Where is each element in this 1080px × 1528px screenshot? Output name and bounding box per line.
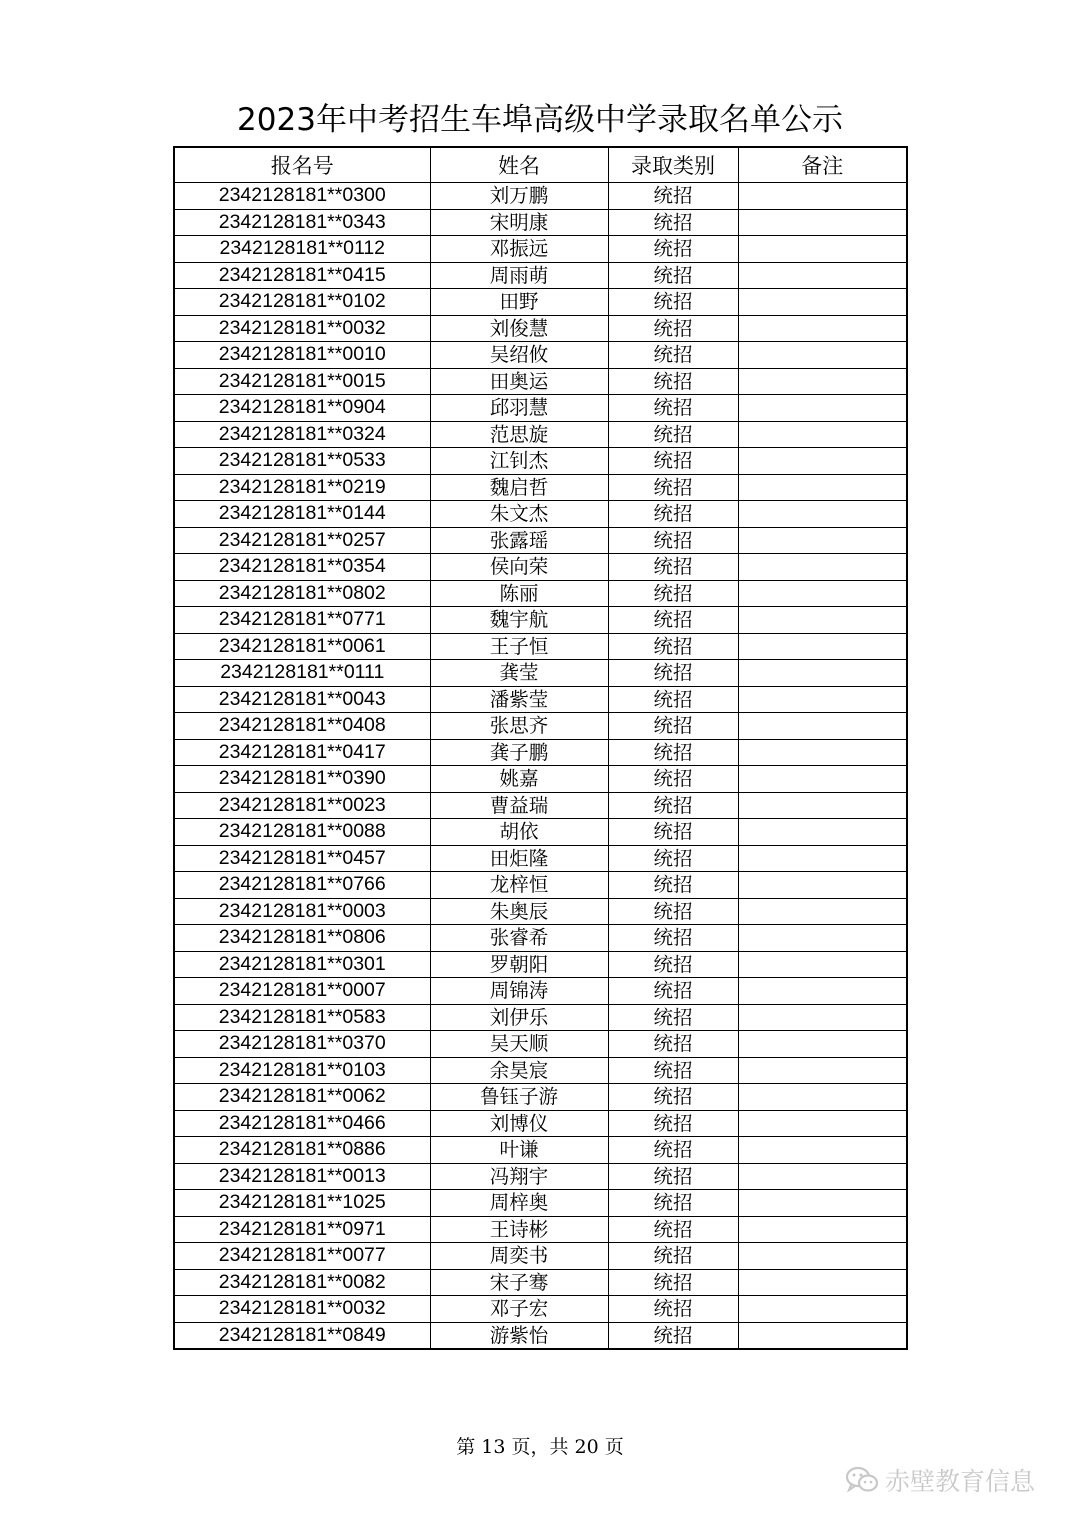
cell-name: 刘俊慧 [430, 315, 608, 342]
cell-name: 姚嘉 [430, 766, 608, 793]
cell-admission-category: 统招 [608, 1163, 738, 1190]
table-row [174, 315, 907, 342]
cell-remarks [738, 633, 907, 660]
cell-admission-category: 统招 [608, 845, 738, 872]
cell-registration-number: 2342128181**0766 [174, 872, 430, 899]
cell-admission-category: 统招 [608, 501, 738, 528]
table-row [174, 766, 907, 793]
header-name: 姓名 [430, 147, 608, 183]
cell-admission-category: 统招 [608, 633, 738, 660]
cell-admission-category: 统招 [608, 289, 738, 316]
cell-name: 田炬隆 [430, 845, 608, 872]
cell-name: 朱奥辰 [430, 898, 608, 925]
cell-remarks [738, 501, 907, 528]
cell-registration-number: 2342128181**0103 [174, 1057, 430, 1084]
cell-admission-category: 统招 [608, 713, 738, 740]
table-row [174, 1137, 907, 1164]
table-row [174, 580, 907, 607]
cell-name: 张露瑶 [430, 527, 608, 554]
table-row [174, 368, 907, 395]
table-body [174, 183, 907, 1350]
cell-remarks [738, 819, 907, 846]
cell-name: 周雨萌 [430, 262, 608, 289]
cell-remarks [738, 1110, 907, 1137]
cell-remarks [738, 872, 907, 899]
cell-remarks [738, 209, 907, 236]
cell-admission-category: 统招 [608, 554, 738, 581]
cell-registration-number: 2342128181**0112 [174, 236, 430, 263]
cell-remarks [738, 925, 907, 952]
table-row [174, 1031, 907, 1058]
cell-remarks [738, 448, 907, 475]
cell-remarks [738, 792, 907, 819]
cell-registration-number: 2342128181**0417 [174, 739, 430, 766]
cell-admission-category: 统招 [608, 209, 738, 236]
cell-name: 邓子宏 [430, 1296, 608, 1323]
table-row [174, 792, 907, 819]
table-row [174, 1084, 907, 1111]
cell-name: 陈丽 [430, 580, 608, 607]
cell-remarks [738, 686, 907, 713]
cell-remarks [738, 262, 907, 289]
cell-admission-category: 统招 [608, 819, 738, 846]
cell-remarks [738, 474, 907, 501]
table-row [174, 978, 907, 1005]
cell-name: 朱文杰 [430, 501, 608, 528]
cell-admission-category: 统招 [608, 1296, 738, 1323]
cell-remarks [738, 289, 907, 316]
cell-remarks [738, 342, 907, 369]
table-row [174, 1057, 907, 1084]
cell-registration-number: 2342128181**0886 [174, 1137, 430, 1164]
table-header-row [174, 147, 907, 183]
cell-remarks [738, 1190, 907, 1217]
cell-registration-number: 2342128181**0343 [174, 209, 430, 236]
header-registration-number: 报名号 [174, 147, 430, 183]
table-row [174, 607, 907, 634]
cell-remarks [738, 395, 907, 422]
cell-admission-category: 统招 [608, 527, 738, 554]
cell-name: 田奥运 [430, 368, 608, 395]
cell-admission-category: 统招 [608, 686, 738, 713]
cell-admission-category: 统招 [608, 1216, 738, 1243]
cell-remarks [738, 1269, 907, 1296]
cell-name: 邓振远 [430, 236, 608, 263]
cell-registration-number: 2342128181**0032 [174, 1296, 430, 1323]
cell-registration-number: 2342128181**0061 [174, 633, 430, 660]
cell-name: 周奕书 [430, 1243, 608, 1270]
cell-remarks [738, 1163, 907, 1190]
cell-name: 叶谦 [430, 1137, 608, 1164]
cell-name: 余昊宸 [430, 1057, 608, 1084]
cell-admission-category: 统招 [608, 1004, 738, 1031]
cell-admission-category: 统招 [608, 898, 738, 925]
table-row [174, 183, 907, 210]
cell-admission-category: 统招 [608, 660, 738, 687]
cell-remarks [738, 1296, 907, 1323]
cell-admission-category: 统招 [608, 342, 738, 369]
header-admission-category: 录取类别 [608, 147, 738, 183]
cell-admission-category: 统招 [608, 395, 738, 422]
cell-admission-category: 统招 [608, 1110, 738, 1137]
table-row [174, 262, 907, 289]
table-row [174, 395, 907, 422]
cell-admission-category: 统招 [608, 1322, 738, 1349]
cell-registration-number: 2342128181**0007 [174, 978, 430, 1005]
cell-name: 罗朝阳 [430, 951, 608, 978]
cell-name: 龙梓恒 [430, 872, 608, 899]
cell-name: 鲁钰子游 [430, 1084, 608, 1111]
cell-registration-number: 2342128181**0971 [174, 1216, 430, 1243]
table-row [174, 713, 907, 740]
cell-remarks [738, 1057, 907, 1084]
cell-admission-category: 统招 [608, 1137, 738, 1164]
table-row [174, 1243, 907, 1270]
cell-remarks [738, 1216, 907, 1243]
cell-name: 江钊杰 [430, 448, 608, 475]
cell-remarks [738, 368, 907, 395]
table-row [174, 289, 907, 316]
cell-name: 刘万鹏 [430, 183, 608, 210]
cell-name: 侯向荣 [430, 554, 608, 581]
cell-registration-number: 2342128181**0013 [174, 1163, 430, 1190]
cell-name: 冯翔宇 [430, 1163, 608, 1190]
cell-name: 龚子鹏 [430, 739, 608, 766]
table-row [174, 633, 907, 660]
table-row [174, 819, 907, 846]
cell-registration-number: 2342128181**0082 [174, 1269, 430, 1296]
table-row [174, 554, 907, 581]
cell-admission-category: 统招 [608, 580, 738, 607]
table-row [174, 209, 907, 236]
cell-registration-number: 2342128181**0415 [174, 262, 430, 289]
admission-table [173, 146, 908, 1350]
cell-registration-number: 2342128181**0219 [174, 474, 430, 501]
table-row [174, 421, 907, 448]
table-row [174, 342, 907, 369]
table-row [174, 660, 907, 687]
table-row [174, 1110, 907, 1137]
wechat-icon [845, 1465, 879, 1495]
cell-name: 周梓奥 [430, 1190, 608, 1217]
cell-registration-number: 2342128181**1025 [174, 1190, 430, 1217]
cell-name: 张睿希 [430, 925, 608, 952]
cell-remarks [738, 183, 907, 210]
cell-admission-category: 统招 [608, 448, 738, 475]
cell-remarks [738, 739, 907, 766]
cell-registration-number: 2342128181**0771 [174, 607, 430, 634]
cell-remarks [738, 1137, 907, 1164]
cell-admission-category: 统招 [608, 607, 738, 634]
cell-registration-number: 2342128181**0533 [174, 448, 430, 475]
cell-name: 宋子骞 [430, 1269, 608, 1296]
cell-registration-number: 2342128181**0408 [174, 713, 430, 740]
cell-name: 潘紫莹 [430, 686, 608, 713]
table-row [174, 1296, 907, 1323]
cell-name: 刘伊乐 [430, 1004, 608, 1031]
page-title: 2023年中考招生车埠高级中学录取名单公示 [237, 102, 843, 138]
table-row [174, 1322, 907, 1349]
cell-remarks [738, 1084, 907, 1111]
cell-registration-number: 2342128181**0301 [174, 951, 430, 978]
cell-admission-category: 统招 [608, 1269, 738, 1296]
cell-name: 邱羽慧 [430, 395, 608, 422]
cell-name: 游紫怡 [430, 1322, 608, 1349]
cell-admission-category: 统招 [608, 421, 738, 448]
cell-remarks [738, 607, 907, 634]
cell-admission-category: 统招 [608, 368, 738, 395]
cell-admission-category: 统招 [608, 315, 738, 342]
table-row [174, 1004, 907, 1031]
cell-remarks [738, 1322, 907, 1349]
cell-admission-category: 统招 [608, 262, 738, 289]
table-row [174, 474, 907, 501]
cell-admission-category: 统招 [608, 739, 738, 766]
cell-name: 王子恒 [430, 633, 608, 660]
cell-registration-number: 2342128181**0849 [174, 1322, 430, 1349]
cell-remarks [738, 315, 907, 342]
cell-registration-number: 2342128181**0077 [174, 1243, 430, 1270]
cell-remarks [738, 713, 907, 740]
table-row [174, 686, 907, 713]
cell-name: 张思齐 [430, 713, 608, 740]
cell-registration-number: 2342128181**0354 [174, 554, 430, 581]
table-row [174, 1163, 907, 1190]
cell-name: 宋明康 [430, 209, 608, 236]
cell-name: 魏启哲 [430, 474, 608, 501]
cell-registration-number: 2342128181**0102 [174, 289, 430, 316]
cell-admission-category: 统招 [608, 1057, 738, 1084]
table-row [174, 898, 907, 925]
cell-remarks [738, 554, 907, 581]
table-row [174, 527, 907, 554]
cell-registration-number: 2342128181**0032 [174, 315, 430, 342]
cell-name: 吴天顺 [430, 1031, 608, 1058]
cell-registration-number: 2342128181**0802 [174, 580, 430, 607]
cell-name: 刘博仪 [430, 1110, 608, 1137]
cell-remarks [738, 845, 907, 872]
table-row [174, 951, 907, 978]
table-row [174, 236, 907, 263]
cell-admission-category: 统招 [608, 1243, 738, 1270]
cell-admission-category: 统招 [608, 925, 738, 952]
cell-name: 周锦涛 [430, 978, 608, 1005]
cell-admission-category: 统招 [608, 1084, 738, 1111]
cell-remarks [738, 1004, 907, 1031]
cell-name: 龚莹 [430, 660, 608, 687]
watermark [845, 1458, 1035, 1502]
table-row [174, 1216, 907, 1243]
cell-admission-category: 统招 [608, 951, 738, 978]
table-row [174, 448, 907, 475]
cell-name: 范思旋 [430, 421, 608, 448]
cell-name: 胡依 [430, 819, 608, 846]
cell-registration-number: 2342128181**0466 [174, 1110, 430, 1137]
cell-registration-number: 2342128181**0390 [174, 766, 430, 793]
cell-admission-category: 统招 [608, 766, 738, 793]
header-remarks: 备注 [738, 147, 907, 183]
cell-registration-number: 2342128181**0583 [174, 1004, 430, 1031]
table-row [174, 1269, 907, 1296]
cell-remarks [738, 527, 907, 554]
cell-registration-number: 2342128181**0088 [174, 819, 430, 846]
cell-admission-category: 统招 [608, 978, 738, 1005]
cell-registration-number: 2342128181**0144 [174, 501, 430, 528]
cell-remarks [738, 978, 907, 1005]
cell-admission-category: 统招 [608, 872, 738, 899]
cell-remarks [738, 660, 907, 687]
cell-registration-number: 2342128181**0043 [174, 686, 430, 713]
cell-registration-number: 2342128181**0062 [174, 1084, 430, 1111]
cell-name: 田野 [430, 289, 608, 316]
cell-remarks [738, 898, 907, 925]
cell-admission-category: 统招 [608, 474, 738, 501]
table-row [174, 501, 907, 528]
cell-registration-number: 2342128181**0904 [174, 395, 430, 422]
cell-admission-category: 统招 [608, 1190, 738, 1217]
cell-admission-category: 统招 [608, 1031, 738, 1058]
cell-remarks [738, 1031, 907, 1058]
cell-admission-category: 统招 [608, 236, 738, 263]
cell-registration-number: 2342128181**0023 [174, 792, 430, 819]
cell-name: 魏宇航 [430, 607, 608, 634]
table-row [174, 1190, 907, 1217]
table-row [174, 739, 907, 766]
table-row [174, 872, 907, 899]
cell-registration-number: 2342128181**0015 [174, 368, 430, 395]
cell-registration-number: 2342128181**0257 [174, 527, 430, 554]
cell-registration-number: 2342128181**0010 [174, 342, 430, 369]
cell-registration-number: 2342128181**0003 [174, 898, 430, 925]
cell-registration-number: 2342128181**0806 [174, 925, 430, 952]
table-row [174, 845, 907, 872]
table-row [174, 925, 907, 952]
cell-admission-category: 统招 [608, 792, 738, 819]
cell-remarks [738, 236, 907, 263]
watermark-text: 赤壁教育信息 [885, 1467, 1036, 1496]
cell-remarks [738, 951, 907, 978]
cell-admission-category: 统招 [608, 183, 738, 210]
cell-name: 曹益瑞 [430, 792, 608, 819]
cell-remarks [738, 421, 907, 448]
cell-registration-number: 2342128181**0457 [174, 845, 430, 872]
cell-remarks [738, 766, 907, 793]
cell-registration-number: 2342128181**0370 [174, 1031, 430, 1058]
cell-name: 王诗彬 [430, 1216, 608, 1243]
cell-registration-number: 2342128181**0300 [174, 183, 430, 210]
page-number: 第 13 页，共 20 页 [456, 1436, 624, 1458]
cell-remarks [738, 1243, 907, 1270]
cell-registration-number: 2342128181**0111 [174, 660, 430, 687]
cell-remarks [738, 580, 907, 607]
cell-name: 吴绍攸 [430, 342, 608, 369]
cell-registration-number: 2342128181**0324 [174, 421, 430, 448]
